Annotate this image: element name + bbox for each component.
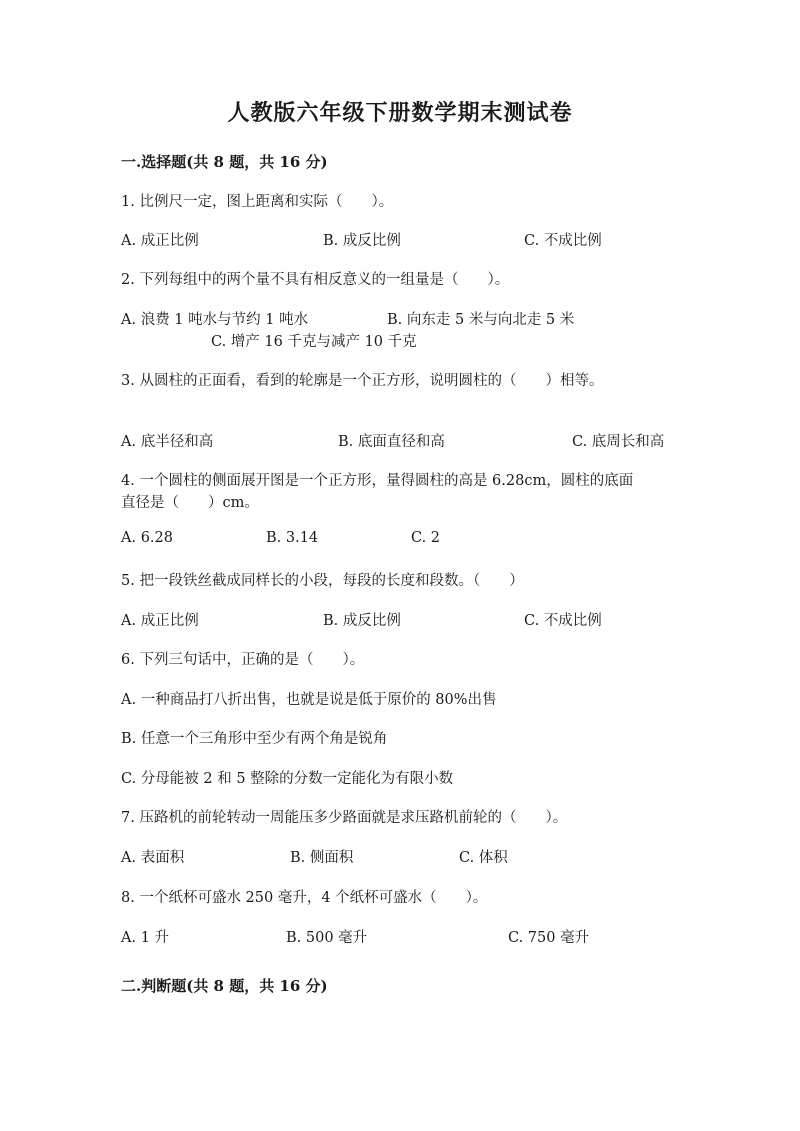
question-4-option-b[interactable]: B. 3.14 (266, 530, 319, 546)
question-6-option-a[interactable]: A. 一种商品打八折出售，也就是说是低于原价的 80%出售 (121, 692, 497, 708)
question-5-option-c[interactable]: C. 不成比例 (524, 613, 602, 629)
question-7-option-c[interactable]: C. 体积 (459, 850, 508, 866)
question-1-option-a[interactable]: A. 成正比例 (121, 233, 199, 249)
question-1-stem: 1. 比例尺一定，图上距离和实际（ ）。 (121, 194, 394, 210)
question-1-option-c[interactable]: C. 不成比例 (524, 233, 602, 249)
question-7-option-b[interactable]: B. 侧面积 (290, 850, 354, 866)
question-1-option-b[interactable]: B. 成反比例 (323, 233, 401, 249)
question-4-option-c[interactable]: C. 2 (411, 530, 441, 546)
section-heading-choice: 一.选择题(共 8 题，共 16 分) (121, 153, 328, 171)
question-2-option-c[interactable]: C. 增产 16 千克与减产 10 千克 (211, 334, 417, 350)
question-8-option-c[interactable]: C. 750 毫升 (508, 930, 590, 946)
question-8-option-a[interactable]: A. 1 升 (121, 930, 170, 946)
section-heading-judgment: 二.判断题(共 8 题，共 16 分) (121, 977, 328, 995)
question-2-stem: 2. 下列每组中的两个量不具有相反意义的一组量是（ ）。 (121, 272, 510, 288)
question-3-stem: 3. 从圆柱的正面看，看到的轮廓是一个正方形，说明圆柱的（ ）相等。 (121, 373, 604, 389)
question-8-option-b[interactable]: B. 500 毫升 (286, 930, 368, 946)
question-4-option-a[interactable]: A. 6.28 (121, 530, 173, 546)
question-7-stem: 7. 压路机的前轮转动一周能压多少路面就是求压路机前轮的（ ）。 (121, 810, 568, 826)
question-6-option-c[interactable]: C. 分母能被 2 和 5 整除的分数一定能化为有限小数 (121, 771, 454, 787)
question-6-option-b[interactable]: B. 任意一个三角形中至少有两个角是锐角 (121, 731, 388, 747)
question-5-option-b[interactable]: B. 成反比例 (323, 613, 401, 629)
question-4-stem-line-2: 直径是（ ）cm。 (121, 495, 259, 511)
question-4-stem-line-1: 4. 一个圆柱的侧面展开图是一个正方形，量得圆柱的高是 6.28cm，圆柱的底面 (121, 473, 634, 489)
question-2-option-b[interactable]: B. 向东走 5 米与向北走 5 米 (387, 312, 575, 328)
question-3-option-c[interactable]: C. 底周长和高 (572, 434, 665, 450)
question-2-option-a[interactable]: A. 浪费 1 吨水与节约 1 吨水 (121, 312, 309, 328)
question-6-stem: 6. 下列三句话中，正确的是（ ）。 (121, 652, 365, 668)
question-3-option-b[interactable]: B. 底面直径和高 (338, 434, 445, 450)
question-5-stem: 5. 把一段铁丝截成同样长的小段，每段的长度和段数。（ ） (121, 573, 524, 589)
page-title: 人教版六年级下册数学期末测试卷 (227, 100, 573, 126)
question-5-option-a[interactable]: A. 成正比例 (121, 613, 199, 629)
question-3-option-a[interactable]: A. 底半径和高 (121, 434, 214, 450)
question-7-option-a[interactable]: A. 表面积 (121, 850, 185, 866)
question-8-stem: 8. 一个纸杯可盛水 250 毫升，4 个纸杯可盛水（ ）。 (121, 890, 488, 906)
